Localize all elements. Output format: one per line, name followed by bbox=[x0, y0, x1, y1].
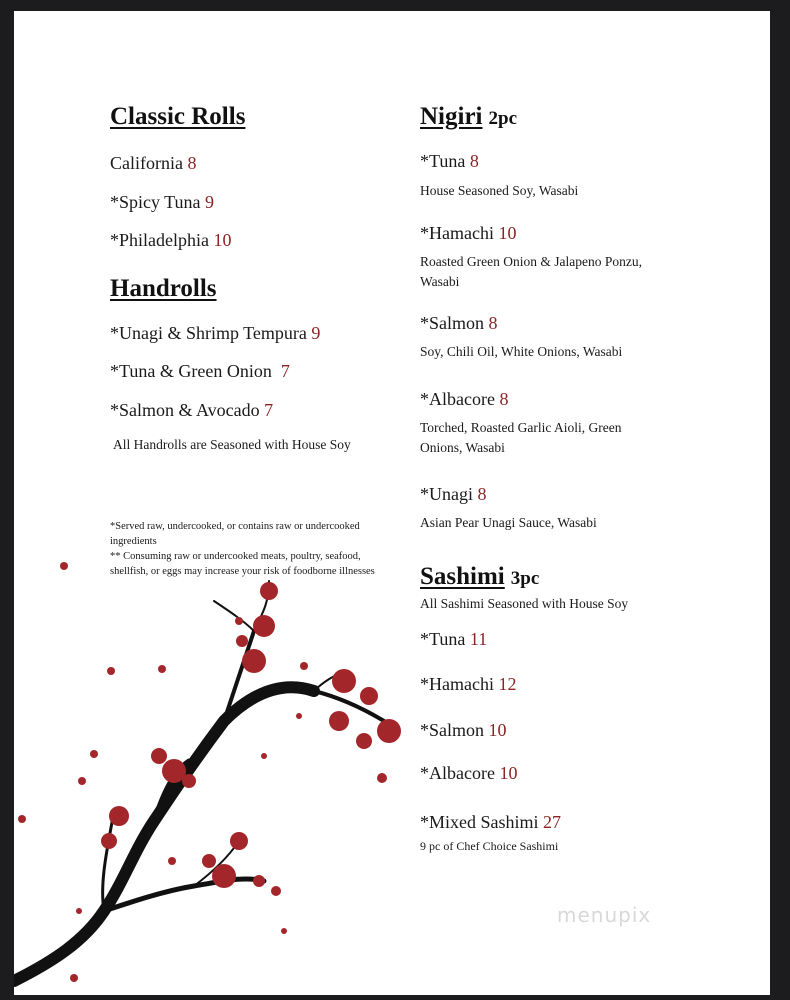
disclaimer-line: ** Consuming raw or undercooked meats, poultry, seafood, shellfish, or eggs may increase your risk of foodborne illnesses bbox=[110, 551, 375, 577]
menu-item: *Unagi & Shrimp Tempura 9 bbox=[110, 323, 321, 343]
menu-item: *Philadelphia 10 bbox=[110, 230, 232, 250]
menu-item: *Albacore 10 bbox=[420, 763, 518, 783]
menu-item: *Tuna 8 bbox=[420, 151, 479, 171]
classic-rolls-heading: Classic Rolls bbox=[110, 103, 246, 130]
menu-item: California 8 bbox=[110, 153, 197, 173]
item-description: Roasted Green Onion & Jalapeno Ponzu, Wasabi bbox=[420, 254, 642, 289]
menu-item: *Hamachi 12 bbox=[420, 674, 517, 694]
menu-item: *Albacore 8 bbox=[420, 389, 509, 409]
menu-item: *Tuna 11 bbox=[420, 629, 488, 649]
handrolls-note: All Handrolls are Seasoned with House Soy bbox=[113, 437, 351, 452]
cherry-blossom-branch-illustration bbox=[14, 541, 414, 995]
item-description: Torched, Roasted Garlic Aioli, Green Onions, Wasabi bbox=[420, 420, 622, 455]
watermark: menupix bbox=[557, 903, 652, 927]
item-description: House Seasoned Soy, Wasabi bbox=[420, 183, 579, 198]
sashimi-heading: Sashimi 3pc bbox=[420, 563, 540, 590]
item-description: Soy, Chili Oil, White Onions, Wasabi bbox=[420, 344, 623, 359]
menu-page bbox=[14, 11, 770, 995]
menu-item: *Salmon & Avocado 7 bbox=[110, 400, 274, 420]
menu-item: *Salmon 10 bbox=[420, 720, 507, 740]
menu-item: *Tuna & Green Onion 7 bbox=[110, 361, 290, 381]
menu-item: *Unagi 8 bbox=[420, 484, 487, 504]
menu-item: *Salmon 8 bbox=[420, 313, 498, 333]
menu-item: *Spicy Tuna 9 bbox=[110, 192, 215, 212]
menu-item: *Hamachi 10 bbox=[420, 223, 517, 243]
nigiri-heading: Nigiri 2pc bbox=[420, 103, 517, 130]
item-description: Asian Pear Unagi Sauce, Wasabi bbox=[420, 515, 597, 530]
disclaimer-line: *Served raw, undercooked, or contains raw or undercooked ingredients bbox=[110, 521, 360, 547]
menu-item: *Mixed Sashimi 27 bbox=[420, 812, 562, 832]
item-description: 9 pc of Chef Choice Sashimi bbox=[420, 839, 559, 853]
handrolls-heading: Handrolls bbox=[110, 275, 217, 302]
sashimi-note: All Sashimi Seasoned with House Soy bbox=[420, 596, 629, 611]
